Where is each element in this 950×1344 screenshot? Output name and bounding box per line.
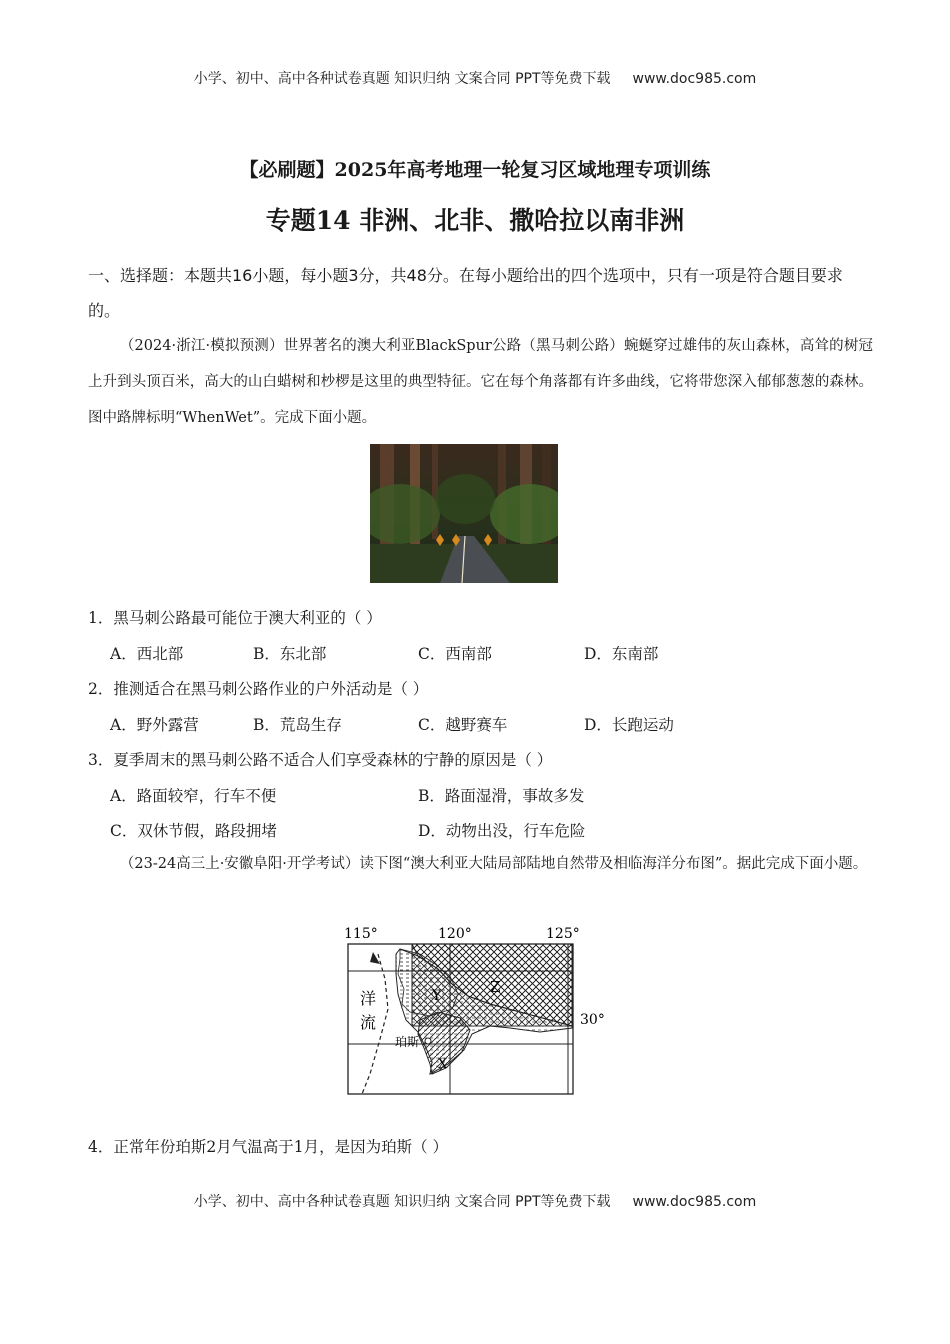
q3-option-b[interactable]: B．路面湿滑，事故多发 xyxy=(418,787,585,805)
q3-option-c[interactable]: C．双休节假，路段拥堵 xyxy=(110,822,277,840)
q1-option-b[interactable]: B．东北部 xyxy=(253,645,327,663)
footer-text: 小学、初中、高中各种试卷真题 知识归纳 文案合同 PPT等免费下载 xyxy=(193,1194,611,1210)
map-label-zone-y: Y xyxy=(432,988,442,1004)
q2-option-a[interactable]: A．野外露营 xyxy=(110,716,199,734)
australia-region-map xyxy=(340,924,615,1099)
map-label-lon-115: 115° xyxy=(344,926,378,942)
map-label-zone-z: Z xyxy=(490,978,501,996)
q2-option-d[interactable]: D．长跑运动 xyxy=(584,716,674,734)
map-label-lon-120: 120° xyxy=(438,926,472,942)
map-label-lat-30: 30° xyxy=(580,1012,605,1028)
document-title: 【必刷题】2025年高考地理一轮复习区域地理专项训练 xyxy=(239,159,711,181)
q1-option-a[interactable]: A．西北部 xyxy=(110,645,184,663)
footer-site-link[interactable]: www.doc985.com xyxy=(632,1194,757,1210)
map-label-perth: 珀斯 xyxy=(395,1035,420,1049)
question-3-stem: 3．夏季周末的黑马刺公路不适合人们享受森林的宁静的原因是（ ） xyxy=(88,751,553,769)
q2-option-c[interactable]: C．越野赛车 xyxy=(418,716,508,734)
q2-option-b[interactable]: B．荒岛生存 xyxy=(253,716,342,734)
map-label-current-1: 洋 xyxy=(360,989,377,1008)
header-site-link[interactable]: www.doc985.com xyxy=(632,71,757,87)
question-4-stem: 4．正常年份珀斯2月气温高于1月，是因为珀斯（ ） xyxy=(88,1138,449,1156)
map-label-lon-125: 125° xyxy=(546,926,580,942)
question-1-stem: 1．黑马刺公路最可能位于澳大利亚的（ ） xyxy=(88,609,382,627)
page-footer xyxy=(0,1191,950,1211)
map-label-zone-x: X xyxy=(438,1057,448,1072)
header-text: 小学、初中、高中各种试卷真题 知识归纳 文案合同 PPT等免费下载 xyxy=(193,71,611,87)
q3-option-d[interactable]: D．动物出没，行车危险 xyxy=(418,822,586,840)
document-subtitle: 专题14 非洲、北非、撒哈拉以南非洲 xyxy=(265,206,685,235)
page-header xyxy=(0,68,950,88)
map-label-current-2: 流 xyxy=(360,1013,377,1032)
section-instructions: 一、选择题：本题共16小题，每小题3分，共48分。在每小题给出的四个选项中，只有一项是符合题目要求的。 xyxy=(88,266,843,320)
q1-option-c[interactable]: C．西南部 xyxy=(418,645,492,663)
q1-option-d[interactable]: D．东南部 xyxy=(584,645,659,663)
question-2-stem: 2．推测适合在黑马刺公路作业的户外活动是（ ） xyxy=(88,680,429,698)
forest-road-photo xyxy=(370,444,558,583)
passage-2: （23-24高三上·安徽阜阳·开学考试）读下图“澳大利亚大陆局部陆地自然带及相临海洋分布图”。据此完成下面小题。 xyxy=(119,856,868,872)
passage-1: （2024·浙江·模拟预测）世界著名的澳大利亚BlackSpur公路（黑马刺公路）蜿蜒穿过雄伟的灰山森林，高耸的树冠上升到头顶百米，高大的山白蜡树和杪椤是这里的典型特征。它在每个角落都有许多曲线，它将带您深入郁郁葱葱的森林。图中路牌标明“WhenWet”。完成下面小题。 xyxy=(88,338,873,426)
q3-option-a[interactable]: A．路面较窄，行车不便 xyxy=(110,787,277,805)
